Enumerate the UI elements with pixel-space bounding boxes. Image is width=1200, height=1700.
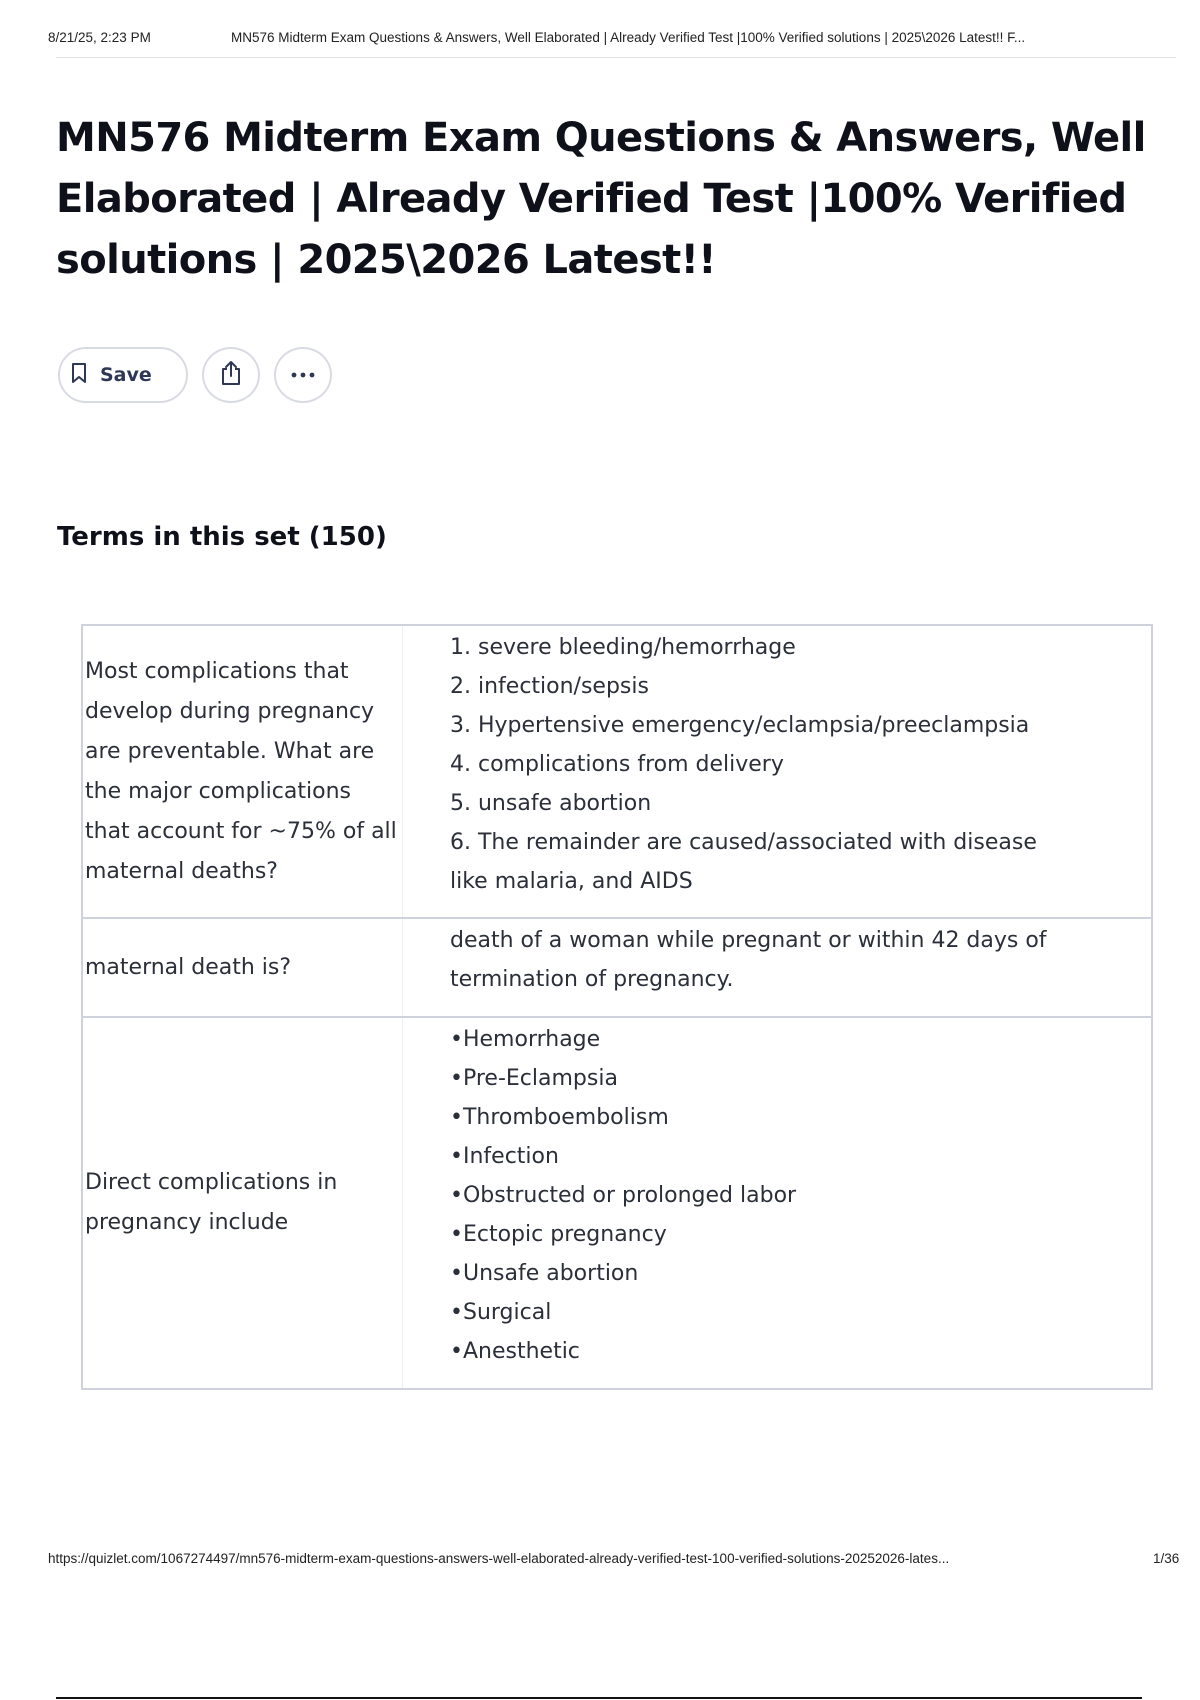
term-question: maternal death is? <box>83 919 403 1016</box>
answer-line: •Unsafe abortion <box>450 1261 639 1286</box>
term-answer <box>403 1018 1151 1388</box>
answer-line: 6. The remainder are caused/associated with disease like malaria, and AIDS <box>450 830 1037 894</box>
answer-line: 2. infection/sepsis <box>450 674 649 699</box>
answer-line: •Ectopic pregnancy <box>450 1222 667 1247</box>
more-horizontal-icon <box>290 366 316 384</box>
term-row <box>83 917 1151 1016</box>
answer-line: •Surgical <box>450 1300 552 1325</box>
terms-heading: Terms in this set (150) <box>57 522 387 552</box>
share-icon <box>219 360 243 391</box>
print-doc-title: MN576 Midterm Exam Questions & Answers, Well Elaborated | Already Verified Test |100% Verified solutions | 2025\2026 Latest!! F... <box>231 30 1026 45</box>
more-options-button[interactable] <box>274 347 332 403</box>
term-answer <box>403 919 1151 1016</box>
term-row <box>83 626 1151 917</box>
page-indicator: 1/36 <box>1153 1551 1180 1566</box>
answer-line: •Obstructed or prolonged labor <box>450 1183 797 1208</box>
term-question: Most complications that develop during pregnancy are preventable. What are the major complications that account for ~75% of all maternal deaths? <box>83 626 403 917</box>
answer-line: •Hemorrhage <box>450 1027 601 1052</box>
answer-line: 4. complications from delivery <box>450 752 784 777</box>
term-question: Direct complications in pregnancy include <box>83 1018 403 1388</box>
bookmark-icon <box>70 362 88 389</box>
answer-line: •Pre-Eclampsia <box>450 1066 618 1091</box>
answer-line: •Infection <box>450 1144 559 1169</box>
answer-line: •Thromboembolism <box>450 1105 669 1130</box>
page-url: https://quizlet.com/1067274497/mn576-midterm-exam-questions-answers-well-elaborated-already-verified-test-100-verified-solutions-20252026-lates... <box>48 1551 950 1566</box>
save-button[interactable] <box>58 347 188 403</box>
page-bottom-divider <box>56 1697 1142 1699</box>
header-divider <box>56 57 1176 58</box>
terms-table <box>81 624 1153 1390</box>
answer-line: 5. unsafe abortion <box>450 791 652 816</box>
term-answer <box>403 626 1151 917</box>
term-row <box>83 1016 1151 1388</box>
share-button[interactable] <box>202 347 260 403</box>
save-button-label: Save <box>100 364 152 386</box>
answer-line: death of a woman while pregnant or within 42 days of termination of pregnancy. <box>450 928 1047 992</box>
answer-line: •Anesthetic <box>450 1339 580 1364</box>
page-title: MN576 Midterm Exam Questions & Answers, Well Elaborated | Already Verified Test |100% Verified solutions | 2025\2026 Latest!! <box>56 115 1146 283</box>
answer-line: 1. severe bleeding/hemorrhage <box>450 635 796 660</box>
answer-line: 3. Hypertensive emergency/eclampsia/preeclampsia <box>450 713 1030 738</box>
print-datetime: 8/21/25, 2:23 PM <box>48 30 151 45</box>
